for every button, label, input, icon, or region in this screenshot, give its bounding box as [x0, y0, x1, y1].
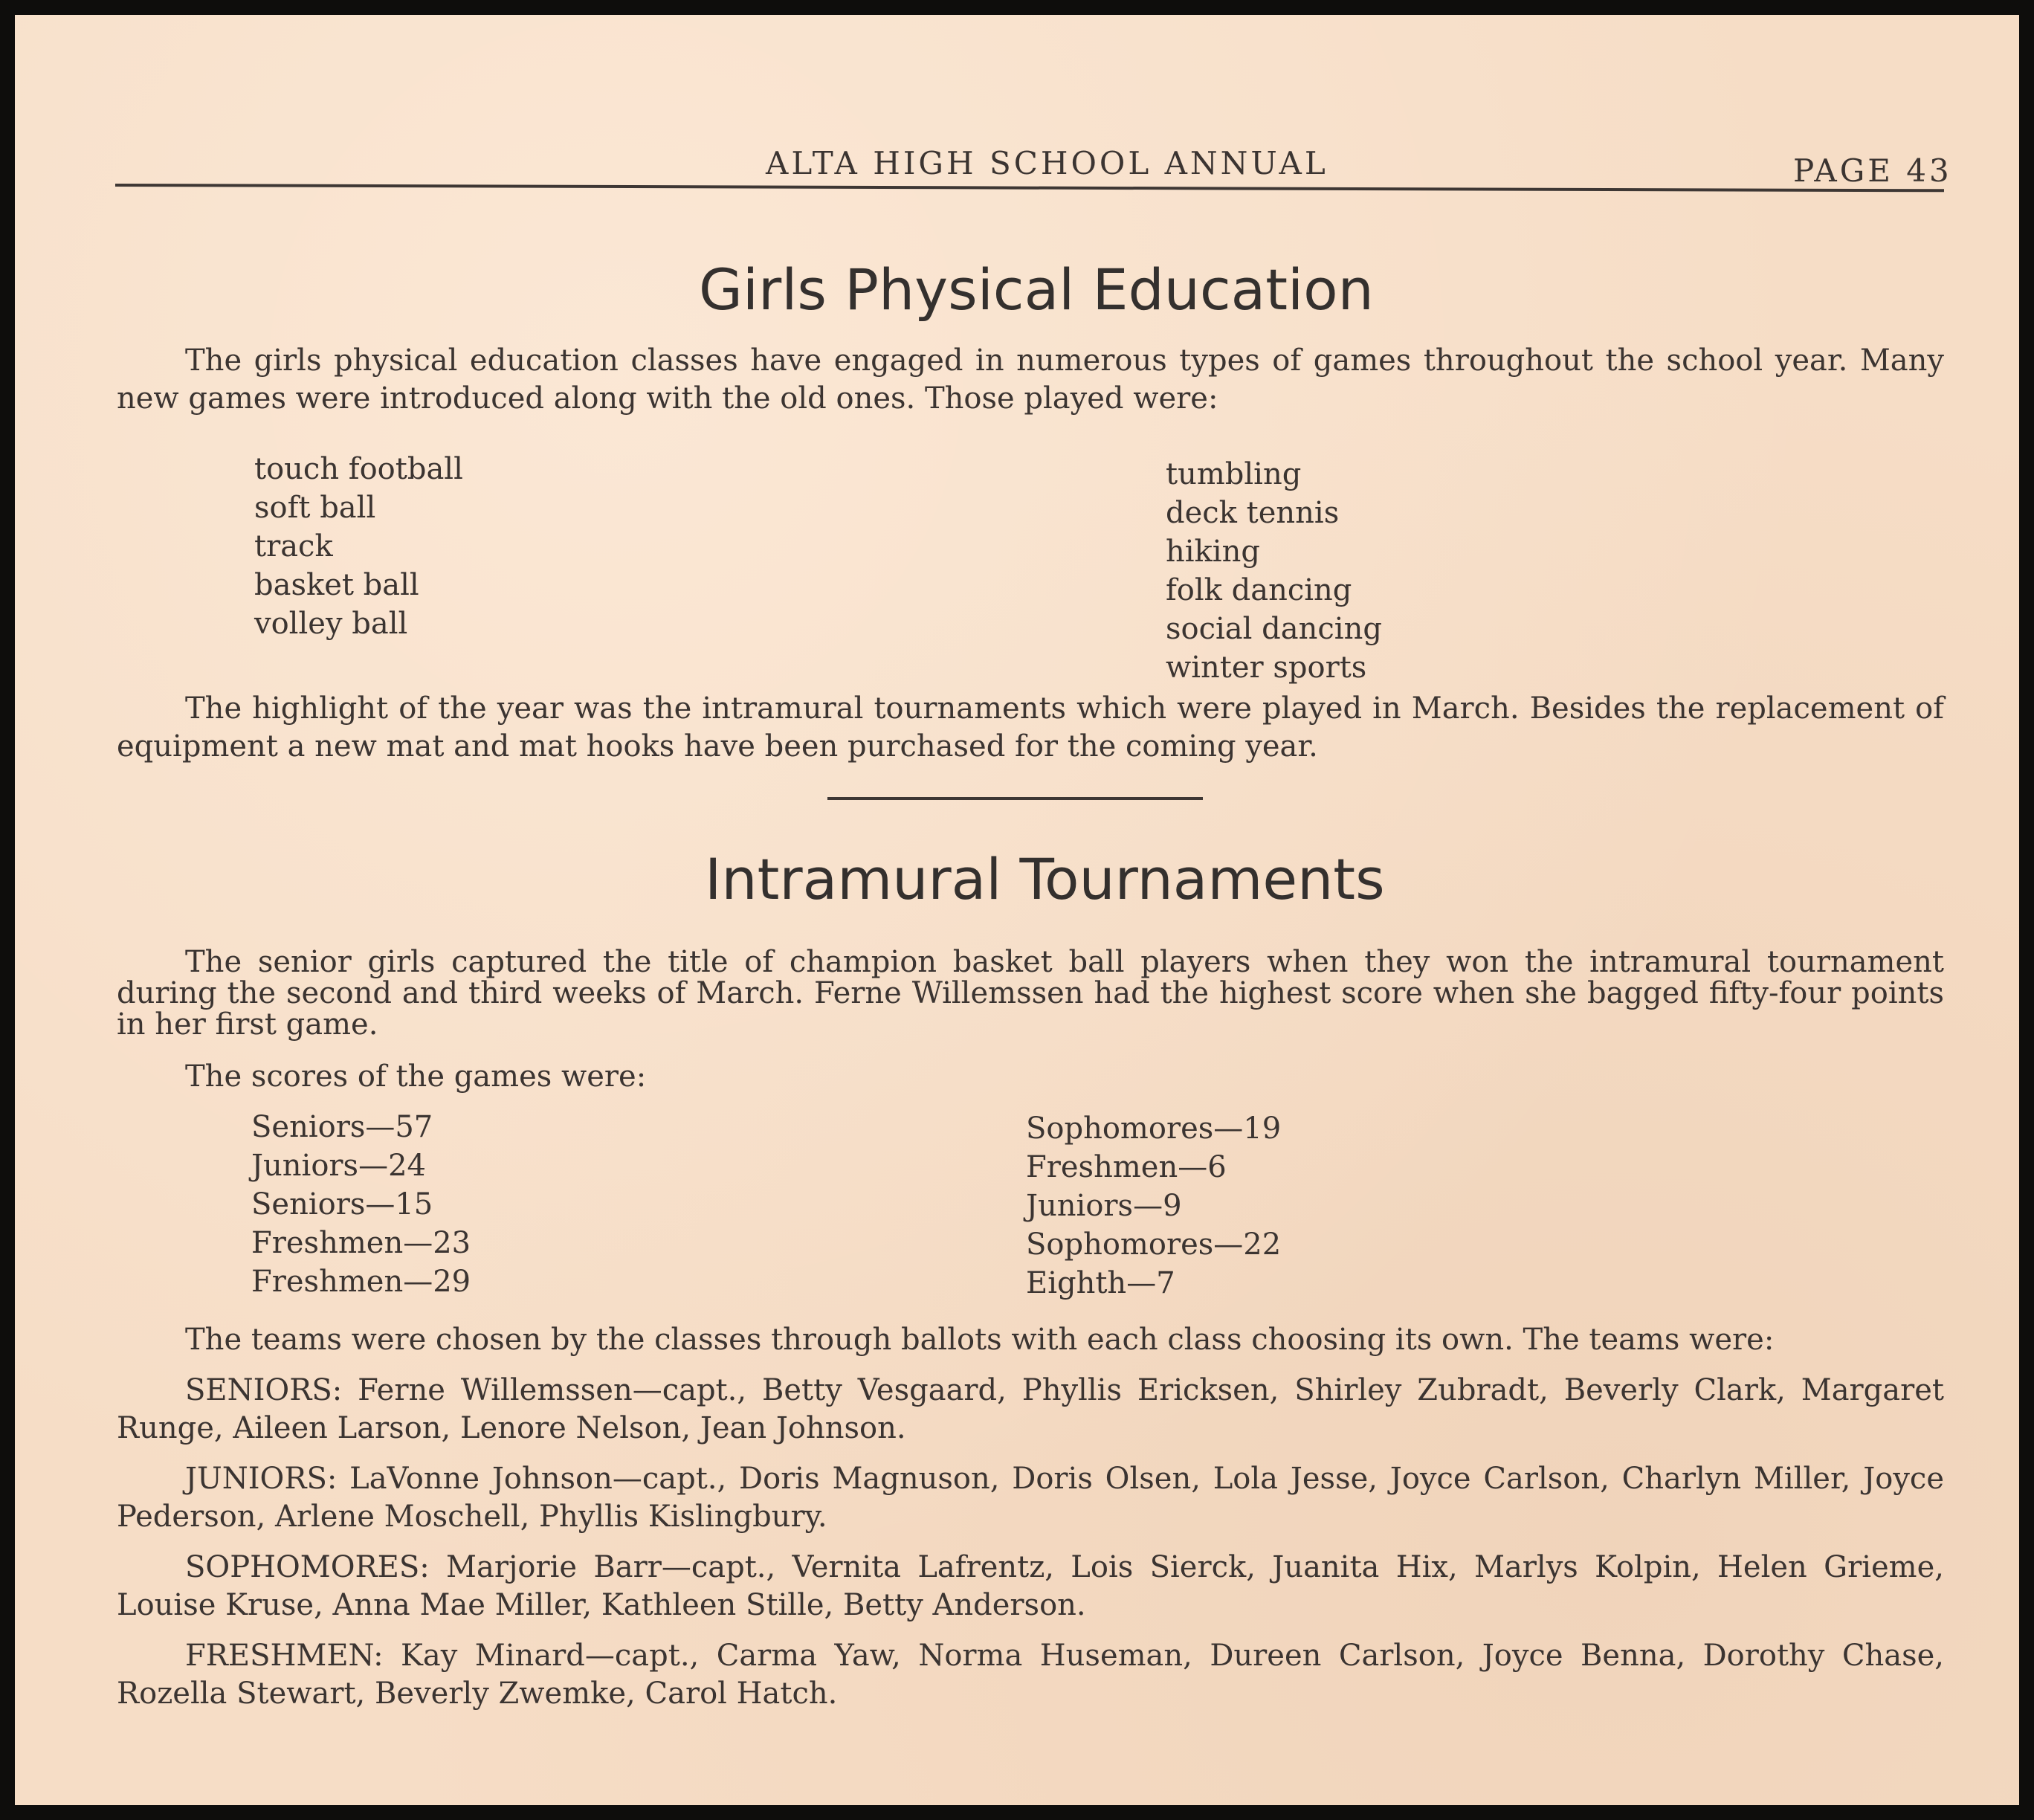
game-item: hiking	[1166, 535, 1260, 569]
team-roster-seniors: SENIORS: Ferne Willemssen—capt., Betty Vesgaard, Phyllis Ericksen, Shirley Zubradt, Beverly Clark, Margaret Runge, Aileen Larson, Lenore Nelson, Jean Johnson.	[117, 1373, 1944, 1445]
game-item: winter sports	[1166, 651, 1367, 685]
game-item: social dancing	[1166, 612, 1382, 646]
score-item: Juniors—9	[1026, 1189, 1182, 1223]
game-item: deck tennis	[1166, 496, 1340, 530]
scores-intro: The scores of the games were:	[185, 1059, 647, 1094]
game-item: track	[254, 529, 333, 564]
team-roster-sophomores: SOPHOMORES: Marjorie Barr—capt., Vernita Lafrentz, Lois Sierck, Juanita Hix, Marlys Kolpin, Helen Grieme, Louise Kruse, Anna Mae Miller, Kathleen Stille, Betty Anderson.	[117, 1550, 1944, 1622]
score-item: Freshmen—29	[251, 1265, 471, 1299]
games-list-right	[1166, 455, 1382, 687]
score-item: Seniors—15	[251, 1187, 433, 1222]
teams-intro: The teams were chosen by the classes through ballots with each class choosing its own. The teams were:	[185, 1323, 1775, 1357]
running-title: ALTA HIGH SCHOOL ANNUAL	[766, 145, 1328, 181]
score-item: Sophomores—19	[1026, 1111, 1282, 1146]
annual-page	[15, 15, 2019, 1805]
scores-list-left	[251, 1108, 471, 1301]
score-item: Seniors—57	[251, 1110, 433, 1144]
game-item: tumbling	[1166, 457, 1302, 491]
pe-highlight-paragraph: The highlight of the year was the intramural tournaments which were played in March. Besides the replacement of equipment a new mat and mat hooks have been purchased for the coming year.	[117, 691, 1944, 764]
score-item: Freshmen—23	[251, 1226, 471, 1260]
scores-list-right	[1026, 1109, 1281, 1303]
game-item: volley ball	[254, 607, 408, 641]
tournament-intro-paragraph: The senior girls captured the title of champion basket ball players when they won the intramural tournament during the second and third weeks of March. Ferne Willemssen had the highest score when she bagged fifty-four points in her first game.	[117, 945, 1944, 1042]
page-number: PAGE 43	[1793, 152, 1952, 189]
game-item: soft ball	[254, 491, 376, 525]
team-roster-juniors: JUNIORS: LaVonne Johnson—capt., Doris Magnuson, Doris Olsen, Lola Jesse, Joyce Carlson, Charlyn Miller, Joyce Pederson, Arlene Moschell, Phyllis Kislingbury.	[117, 1462, 1944, 1534]
team-roster-freshmen: FRESHMEN: Kay Minard—capt., Carma Yaw, Norma Huseman, Dureen Carlson, Joyce Benna, Dorothy Chase, Rozella Stewart, Beverly Zwemke, Carol Hatch.	[117, 1639, 1944, 1711]
game-item: basket ball	[254, 568, 419, 602]
header-rule	[115, 184, 1944, 192]
score-item: Freshmen—6	[1026, 1150, 1227, 1184]
section-divider	[827, 797, 1203, 800]
game-item: folk dancing	[1166, 573, 1352, 607]
game-item: touch football	[254, 452, 463, 486]
score-item: Sophomores—22	[1026, 1227, 1282, 1262]
score-item: Juniors—24	[251, 1149, 426, 1183]
pe-intro-paragraph: The girls physical education classes have engaged in numerous types of games throughout the school year. Many new games were introduced along with the old ones. Those played were:	[117, 343, 1944, 416]
score-item: Eighth—7	[1026, 1266, 1175, 1300]
section-title-intramural-tournaments: Intramural Tournaments	[705, 846, 1385, 912]
games-list-left	[254, 450, 463, 643]
section-title-physical-education: Girls Physical Education	[699, 256, 1374, 323]
